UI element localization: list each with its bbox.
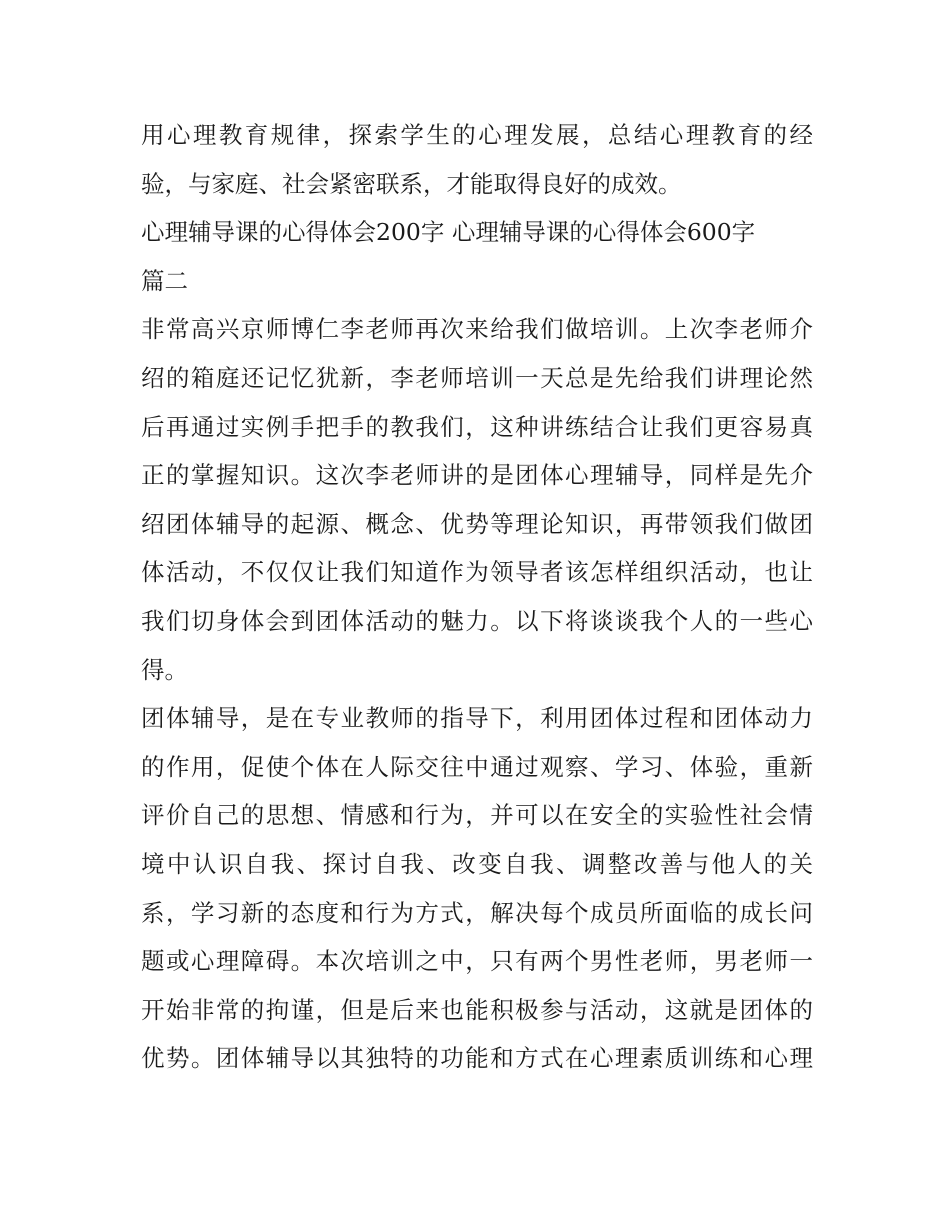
heading-line: 篇二 (141, 266, 188, 295)
text-line: 境中认识自我、探讨自我、改变自我、调整改善与他人的关 (141, 849, 813, 878)
text-line: 非常高兴京师博仁李老师再次来给我们做培训。上次李老师介 (141, 315, 813, 344)
text-line: 体活动，不仅仅让我们知道作为领导者该怎样组织活动，也让 (141, 558, 813, 587)
paragraph-3 (141, 694, 813, 1083)
heading-line: 心理辅导课的心得体会200字 心理辅导课的心得体会600字 (141, 218, 756, 247)
paragraph-1 (141, 111, 813, 208)
text-line: 后再通过实例手把手的教我们，这种讲练结合让我们更容易真 (141, 412, 813, 441)
paragraph-2 (141, 305, 813, 694)
section-heading (141, 208, 813, 305)
text-line: 题或心理障碍。本次培训之中，只有两个男性老师，男老师一 (141, 947, 813, 976)
text-line: 我们切身体会到团体活动的魅力。以下将谈谈我个人的一些心 (141, 606, 813, 635)
text-line: 绍团体辅导的起源、概念、优势等理论知识，再带领我们做团 (141, 509, 813, 538)
text-line: 用心理教育规律，探索学生的心理发展，总结心理教育的经 (141, 121, 813, 149)
text-line: 系，学习新的态度和行为方式，解决每个成员所面临的成长问 (141, 898, 813, 927)
text-line: 开始非常的拘谨，但是后来也能积极参与活动，这就是团体的 (141, 995, 813, 1024)
text-line: 得。 (141, 655, 188, 684)
text-line: 评价自己的思想、情感和行为，并可以在安全的实验性社会情 (141, 801, 813, 830)
text-line: 绍的箱庭还记忆犹新，李老师培训一天总是先给我们讲理论然 (141, 363, 813, 392)
document-body (141, 111, 813, 1083)
text-line: 验，与家庭、社会紧密联系，才能取得良好的成效。 (141, 169, 682, 198)
text-line: 正的掌握知识。这次李老师讲的是团体心理辅导，同样是先介 (141, 461, 813, 490)
text-line: 团体辅导，是在专业教师的指导下，利用团体过程和团体动力 (141, 704, 813, 733)
text-line: 优势。团体辅导以其独特的功能和方式在心理素质训练和心理 (141, 1044, 813, 1073)
text-line: 的作用，促使个体在人际交往中通过观察、学习、体验，重新 (141, 752, 813, 781)
